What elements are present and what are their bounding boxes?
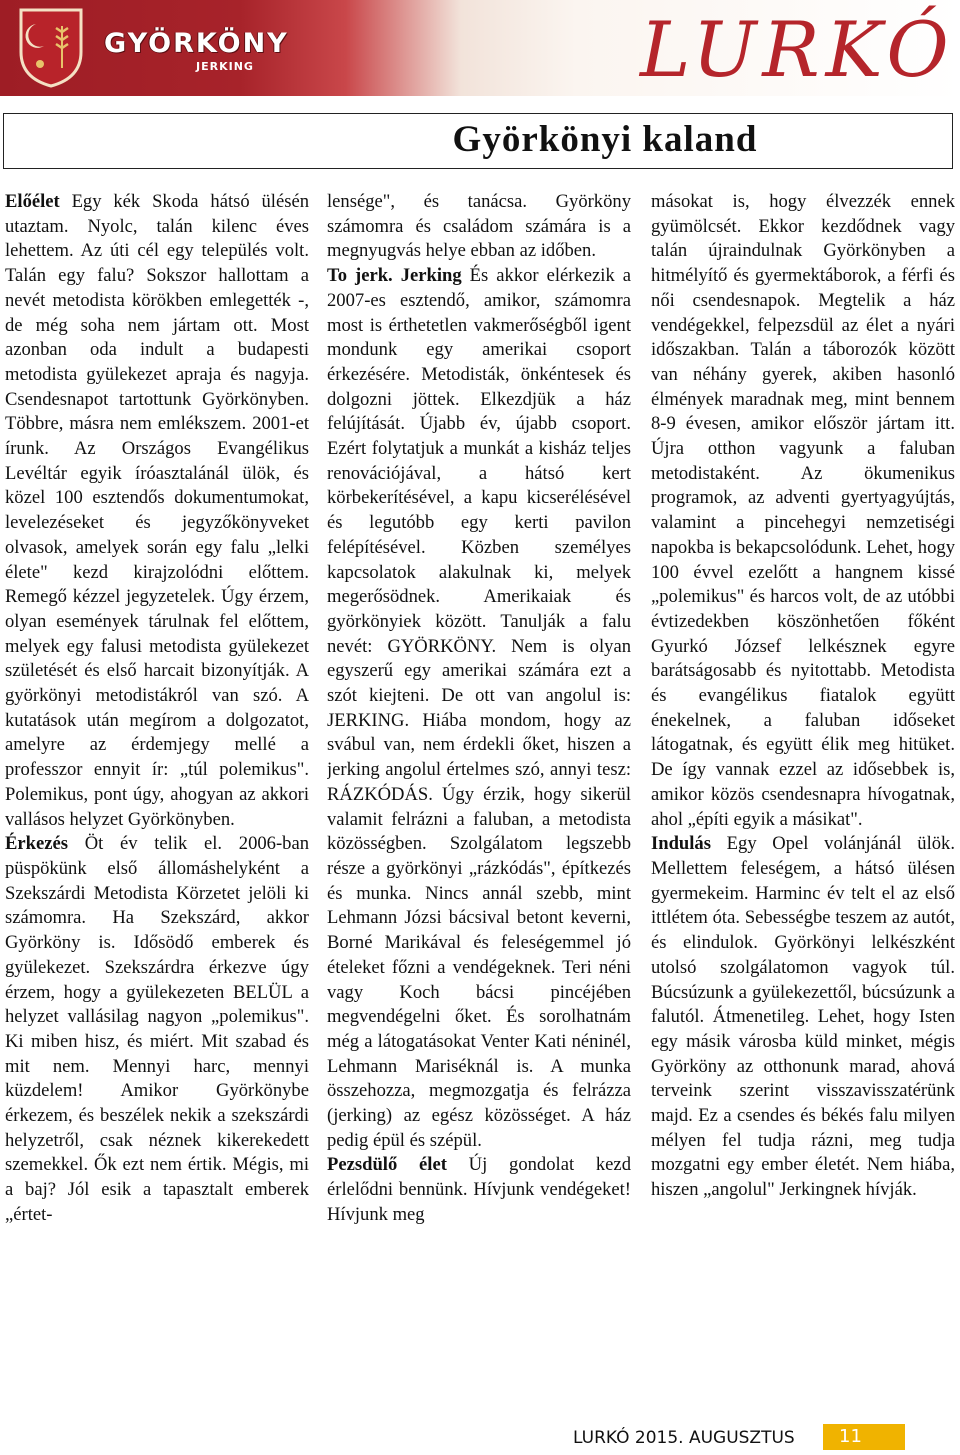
article-paragraph	[327, 190, 631, 264]
magazine-logo: LURKÓ	[640, 5, 955, 94]
town-subtitle: JERKING	[196, 60, 254, 73]
paragraph-text: Egy Opel volánjánál ülök. Mellettem feleségem, a hátsó ülésen gyermekeim. Harminc év telt el az első ittlétem óta. Sebességbe teszem az autót, és elindulok. Györkönyi lelkészként utolsó szolgálatomon vagyok túl. Búcsúzunk a gyülekezettől, búcsúzunk a falutól. Átmenetileg. Lehet, hogy Isten egy másik városba küld minket, mégis Györköny az otthonunk marad, ahová terveink szerint visszavisszatérünk majd. Ez a csendes és békés falu milyen mélyen fel tudja rázni, meg tudja mozgatni egy ember életét. Nem hiába, hiszen „angolul" Jerkingnek hívják.	[651, 833, 955, 1201]
paragraph-heading: Érkezés	[5, 833, 68, 855]
paragraph-text: lensége", és tanácsa. Györköny számomra és családom számára is a megnyugvás helye ebban az időben.	[327, 191, 631, 262]
coat-of-arms-icon	[16, 6, 86, 88]
article-title: Györkönyi kaland	[452, 119, 758, 160]
paragraph-text: másokat is, hogy élvezzék ennek gyümölcsét. Ekkor kezdődnek vagy talán újraindulnak Györkönyben a hitmélyítő és gyermektáborok, a férfi és női csendesnapok. Megtelik a ház vendégekkel, felpezsdül az élet a nyári időszakban. Talán a táborozók között van néhány gyerek, akiben hasonló élmények maradnak meg, mint bennem 8-9 évesen, amikor először jártam itt. Újra otthon vagyunk a faluban metodistaként. Az ökumenikus programok, az adventi gyertyagyújtás, valamint a pincehegyi nemzetiségi napokba is bekapcsolódunk. Lehet, hogy 100 évvel ezelőtt a hangnem kissé „polemikus" és harcos volt, de az utóbbi évtizedekben köszönhetően főként Gyurkó József lelkésznek egyre barátságosabb és nyitottabb. Metodista és evangélikus fiatalok együtt énekelnek, a faluban időseket látogatnak, és együtt élik meg hitüket. De így vannak ezzel az idősebbek is, amikor közös csendesnapra hívogatnak, ahol „építi egyik a másikat".	[651, 191, 955, 830]
paragraph-heading: Indulás	[651, 833, 711, 855]
paragraph-text: Egy kék Skoda hátsó ülésén utaztam. Nyolc, talán kilenc éves lehettem. Az úti cél egy település volt. Talán egy falu? Sokszor hallottam a nevét metodista körökben emlegették -, de még soha nem jártam ott. Most azonban oda indult a budapesti metodista gyülekezet apraja és nagyja. Csendesnapot tartottunk Györkönyben. Többre, másra nem emlékszem. 2001-et írunk. Az Országos Evangélikus Levéltár egyik íróasztalánál ülök, és közel 100 esztendős dokumentumokat, levelezéseket és jegyzőkönyveket olvasok, amelyek során egy falu „lelki élete" kezd kirajzolódni előttem. Remegő kézzel jegyzetelek. Úgy érzem, olyan események tárulnak fel előttem, melyek egy falusi metodista gyülekezet születését és első harcait bizonyítják. A györkönyi metodistákról van szó. A kutatások után megírom a dolgozatot, amelyre az érdemjegy mellé a professzor ennyit ír: „túl polemikus". Polemikus, pont úgy, ahogyan az akkori vallásos helyzet Györkönyben.	[5, 191, 309, 830]
paragraph-text: Öt év telik el. 2006-ban püspökünk első állomáshelyként a Szekszárdi Metodista Körzetet jelöli ki számomra. Ha Szekszárd, akkor Györköny is. Idősödő emberek és gyülekezet. Szekszárdra érkezve úgy érzem, hogy a gyülekezeten BELÜL a helyzet vallásilag nagyon „polemikus". Ki miben hisz, és miért. Mit szabad és mit nem. Mennyi harc, mennyi küzdelem! Amikor Györkönybe érkezem, és beszélek nekik a szekszárdi helyzetről, csak néznek kikerekedett szemekkel. Ők ezt nem értik. Mégis, mi a baj? Jól esik a tapasztalt emberek „értet-	[5, 833, 309, 1225]
article-paragraph	[5, 832, 309, 1227]
article-paragraph	[5, 190, 309, 832]
article-column-3	[651, 190, 955, 1415]
paragraph-heading: Pezsdülő élet	[327, 1154, 447, 1176]
article-paragraph	[327, 264, 631, 1153]
article-column-1	[5, 190, 309, 1415]
paragraph-heading: To jerk. Jerking	[327, 265, 462, 287]
article-paragraph	[327, 1153, 631, 1227]
footer-issue-label: LURKÓ 2015. AUGUSZTUS	[573, 1428, 795, 1448]
article-paragraph	[651, 832, 955, 1203]
page-number-badge: 11	[823, 1424, 905, 1450]
town-name: GYÖRKÖNY	[104, 28, 289, 59]
paragraph-heading: Előélet	[5, 191, 60, 212]
paragraph-text: És akkor elérkezik a 2007-es esztendő, amikor, számomra most is érthetetlen vakmerőségből igent mondunk egy amerikai csoport érkezésére. Metodisták, önkéntesek és dolgozni jöttek. Elkezdjük a ház felújítását. Újabb év, újabb csoport. Ezért folytatjuk a munkát a kisház teljes renovációjával, a hátsó kert körbekerítésével, a kapu kicserélésével és legutóbb egy kerti pavilon felépítésével. Közben személyes kapcsolatok alakulnak ki, melyek megerősödnek. Amerikaiak és györkönyiek között. Tanulják a falu nevét: GYÖRKÖNY. Nem is olyan egyszerű egy amerikai számára ezt a szót kiejteni. De ott van angolul is: JERKING. Hiába mondom, hogy az svábul van, nem érdekli őket, hiszen a jerking angolul értelmes szó, annyi tesz: RÁZKÓDÁS. Úgy érzik, hogy sikerül valamit felrázni a faluban, a metodista közösségben. Szolgálatom legszebb része a györkönyi „rázkódás", építkezés és munka. Nincs annál szebb, mint Lehmann Józsi bácsival betont keverni, Borné Marikával és feleségemmel jó ételeket főzni a vendégeknek. Teri néni vagy Koch bácsi pincéjében megvendégelni őket. És sorolhatnám még a látogatásokat Venter Kati néninél, Lehmann Mariséknál is. A munka összehozza, megmozgatja és felrázza (jerking) az egész közösséget. A ház pedig épül és szépül.	[327, 265, 631, 1151]
paragraph-text: Új gondolat kezd érlelődni bennünk. Hívjunk vendégeket! Hívjunk meg	[327, 1154, 631, 1225]
article-column-2	[327, 190, 631, 1415]
article-paragraph	[651, 190, 955, 832]
